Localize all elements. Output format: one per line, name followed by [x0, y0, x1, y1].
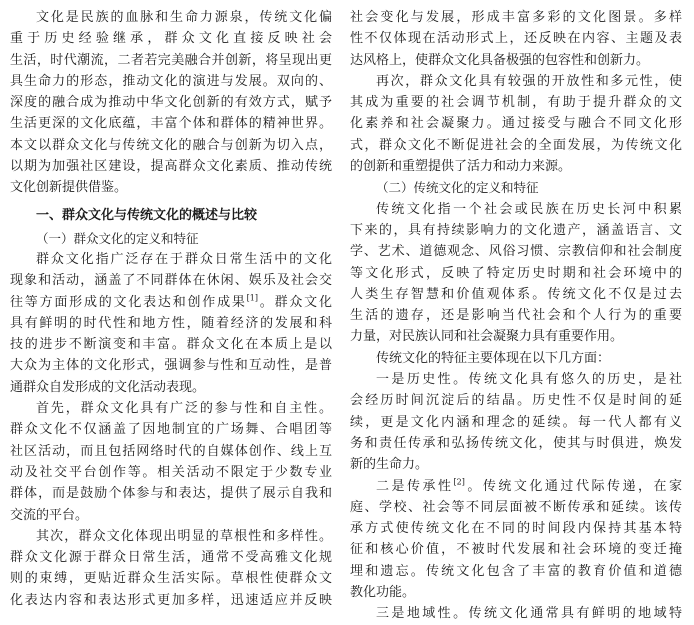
text-line — [350, 390, 682, 411]
line-text: 以期为加强社区建设，提高群众文化素质、推动传统 — [10, 159, 332, 175]
line-text: 重于历史经验继承，群众文化直接反映社会 — [10, 31, 332, 47]
citation-ref: [1] — [246, 293, 259, 303]
text-line — [350, 7, 682, 28]
subsection-heading — [350, 177, 682, 198]
line-text: 具有鲜明的时代性和地方性，随着经济的发展和科 — [10, 315, 332, 331]
left-column — [10, 7, 332, 611]
text-line — [10, 590, 332, 611]
text-line — [10, 398, 332, 419]
line-text: 文化创新提供借鉴。 — [10, 180, 128, 196]
text-line — [10, 292, 332, 313]
text-line — [350, 518, 682, 539]
text-line — [350, 241, 682, 262]
line-text: （一）群众文化的定义和特征 — [36, 230, 199, 246]
line-text: （二）传统文化的定义和特征 — [376, 180, 539, 196]
line-text: 征和核心价值，不被时代发展和社会环境的变迁掩 — [350, 542, 682, 558]
line-text: 三是地域性。传统文化通常具有鲜明的地域特 — [376, 606, 682, 622]
line-text: 其成为重要的社会调节机制，有助于提升群众的文 — [350, 95, 682, 111]
text-line — [10, 113, 332, 134]
text-line — [350, 92, 682, 113]
line-text: 生活，时代潮流，二者若完美融合并创新，将呈现出更 — [10, 52, 332, 68]
text-line — [10, 7, 332, 28]
text-line — [350, 433, 682, 454]
line-text: 务和责任传承和弘扬传统文化，使其与时俱进，焕发 — [350, 435, 682, 451]
text-line — [350, 582, 682, 603]
line-text: 达风格上，使群众文化具备极强的包容性和创新力。 — [350, 52, 650, 68]
text-line — [10, 92, 332, 113]
line-text: 通群众自发形成的文化活动表现。 — [10, 379, 206, 395]
line-text: 往等方面形成的文化表达和创作成果 — [10, 294, 247, 310]
line-text: 下来的，具有持续影响力的文化遗产，涵盖语言、文 — [350, 222, 682, 238]
text-line — [350, 263, 682, 284]
line-text: 生活的遗存，还是影响当代社会和个人行为的重要 — [350, 308, 682, 324]
text-line — [10, 505, 332, 526]
text-line — [10, 249, 332, 270]
line-text: 传统文化指一个社会或民族在历史长河中积累 — [376, 201, 682, 217]
text-line — [350, 199, 682, 220]
text-line — [350, 50, 682, 71]
text-line — [10, 177, 332, 198]
line-text: 一、群众文化与传统文化的概述与比较 — [36, 207, 258, 223]
line-text: 会经历时间沉淀后的结晶。历史性不仅是时间的延 — [350, 393, 682, 409]
line-text: 力量，对民族认同和社会凝聚力具有重要作用。 — [350, 329, 624, 345]
text-line — [10, 156, 332, 177]
text-line — [10, 313, 332, 334]
text-line — [350, 135, 682, 156]
text-line — [10, 547, 332, 568]
line-text: 文化是民族的血脉和生命力源泉，传统文化偏 — [36, 10, 332, 25]
line-text: 群众文化不仅涵盖了因地制宜的广场舞、合唱团等 — [10, 422, 332, 438]
text-line — [350, 113, 682, 134]
text-line — [10, 526, 332, 547]
line-text: 学、艺术、道德观念、风俗习惯、宗教信仰和社会制度 — [350, 244, 682, 260]
text-line — [350, 476, 682, 497]
subsection-heading — [10, 228, 332, 249]
line-text: 传统文化的特征主要体现在以下几方面： — [376, 350, 611, 366]
line-text: 大众为主体的文化形式，强调参与性和互动性，是普 — [10, 358, 332, 374]
line-text: 等文化形式，反映了特定历史时期和社会环境中的 — [350, 265, 682, 281]
text-line — [350, 561, 682, 582]
text-line — [10, 355, 332, 376]
text-line — [10, 135, 332, 156]
text-line — [350, 305, 682, 326]
line-text: 群众文化指广泛存在于群众日常生活中的文化 — [36, 251, 332, 267]
line-text: 社会变化与发展，形成丰富多彩的文化图景。多样 — [350, 10, 682, 25]
text-line — [10, 377, 332, 398]
text-line — [10, 462, 332, 483]
text-line — [350, 454, 682, 475]
line-text: 化素养和社会凝聚力。通过接受与融合不同文化形 — [350, 116, 682, 132]
line-text: 二是传承性 — [376, 478, 454, 494]
line-text: 则的束缚，更贴近群众生活实际。草根性使群众文 — [10, 571, 332, 587]
text-line — [10, 483, 332, 504]
line-text: 式，群众文化不断促进社会的全面发展，为传统文化 — [350, 137, 682, 153]
text-line — [350, 326, 682, 347]
line-text: 再次，群众文化具有较强的开放性和多元性，使 — [376, 73, 682, 89]
line-text: 技的进步不断演变和丰富。群众文化在本质上是以 — [10, 337, 332, 353]
text-line — [350, 412, 682, 433]
text-line — [10, 270, 332, 291]
line-text: 新的生命力。 — [350, 457, 429, 473]
line-text: 群众文化源于群众日常生活，通常不受高雅文化规 — [10, 550, 332, 566]
right-column — [350, 7, 682, 625]
line-text: 人类生存智慧和价值观体系。传统文化不仅是过去 — [350, 286, 682, 302]
line-text: 其次，群众文化体现出明显的草根性和多样性。 — [36, 528, 332, 544]
line-text: 交流的平台。 — [10, 507, 89, 523]
line-text: 。群众文化 — [258, 294, 332, 310]
line-text: 埋和遗忘。传统文化包含了丰富的教育价值和道德 — [350, 563, 682, 579]
line-text: 。传统文化通过代际传递，在家 — [464, 478, 682, 494]
text-line — [10, 50, 332, 71]
text-line — [350, 284, 682, 305]
line-text: 社区活动，而且包括网络时代的自媒体创作、线上互 — [10, 443, 332, 459]
section-heading — [10, 203, 332, 228]
text-line — [350, 369, 682, 390]
text-line — [350, 156, 682, 177]
text-line — [10, 71, 332, 92]
text-line — [350, 539, 682, 560]
text-line — [350, 71, 682, 92]
text-line — [10, 441, 332, 462]
line-text: 动及社交平台创作等。相关活动不限定于少数专业 — [10, 464, 332, 480]
text-line — [350, 220, 682, 241]
line-text: 一是历史性。传统文化具有悠久的历史，是社 — [376, 372, 682, 388]
line-text: 承方式使传统文化在不同的时间段内保持其基本特 — [350, 521, 682, 537]
line-text: 首先，群众文化具有广泛的参与性和自主性。 — [36, 401, 332, 417]
line-text: 本文以群众文化与传统文化的融合与创新为切入点， — [10, 137, 332, 153]
text-line — [350, 497, 682, 518]
text-line — [10, 28, 332, 49]
line-text: 教化功能。 — [350, 585, 416, 601]
line-text: 深度的融合成为推动中华文化创新的有效方式，赋予 — [10, 95, 332, 111]
line-text: 性不仅体现在活动形式上，还反映在内容、主题及表 — [350, 31, 682, 47]
line-text: 的创新和重塑提供了活力和动力来源。 — [350, 159, 572, 175]
line-text: 群体，而是鼓励个体参与和表达，提供了展示自我和 — [10, 486, 332, 502]
line-text: 生活更深的文化底蕴，丰富个体和群体的精神世界。 — [10, 116, 332, 132]
line-text: 化表达内容和表达形式更加多样，迅速适应并反映 — [10, 592, 332, 608]
text-line — [350, 603, 682, 624]
line-text: 现象和活动，涵盖了不同群体在休闲、娱乐及社会交 — [10, 273, 332, 289]
text-line — [10, 419, 332, 440]
text-line — [350, 348, 682, 369]
text-line — [10, 568, 332, 589]
line-text: 庭、学校、社会等不同层面被不断传承和延续。该传 — [350, 499, 682, 515]
line-text: 续，更是文化内涵和理念的延续。每一代人都有义 — [350, 414, 682, 430]
citation-ref: [2] — [453, 477, 465, 487]
line-text: 具生命力的形态，推动文化的演进与发展。双向的、 — [10, 73, 332, 89]
text-line — [350, 28, 682, 49]
text-line — [10, 334, 332, 355]
